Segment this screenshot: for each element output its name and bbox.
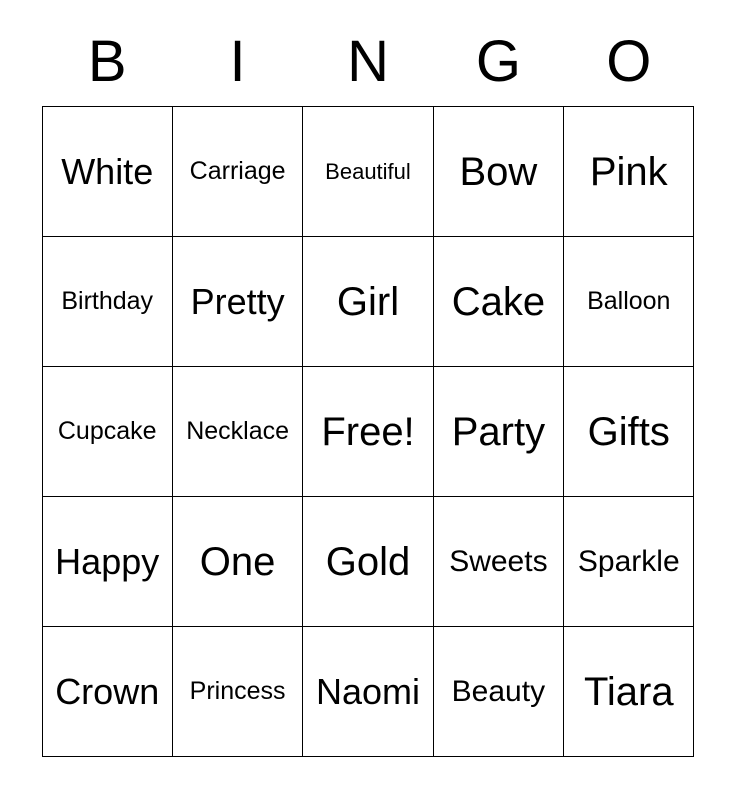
bingo-cell[interactable] [433, 237, 563, 367]
bingo-cell-label: Birthday [61, 287, 154, 316]
bingo-cell-label: Cake [451, 279, 546, 324]
bingo-cell[interactable] [433, 107, 563, 237]
bingo-cell[interactable] [433, 497, 563, 627]
bingo-cell[interactable] [42, 367, 172, 497]
bingo-cell-label: Sparkle [577, 544, 680, 578]
bingo-row [42, 237, 694, 367]
bingo-cell-label: Princess [189, 677, 286, 706]
bingo-cell[interactable] [564, 237, 694, 367]
bingo-cell[interactable] [42, 107, 172, 237]
bingo-cell-label: Happy [55, 540, 160, 582]
bingo-header [42, 0, 694, 98]
bingo-cell[interactable] [42, 627, 172, 757]
header-letter-n: N [347, 29, 389, 94]
bingo-cell-label: Tiara [583, 669, 674, 714]
bingo-cell[interactable] [303, 627, 433, 757]
bingo-cell[interactable] [564, 107, 694, 237]
bingo-cell[interactable] [42, 497, 172, 627]
bingo-cell-label: Gold [325, 539, 411, 584]
bingo-cell[interactable] [303, 237, 433, 367]
bingo-cell-label: Girl [336, 279, 400, 324]
bingo-cell[interactable] [433, 627, 563, 757]
bingo-row [42, 367, 694, 497]
header-letter-i: I [229, 29, 246, 94]
bingo-cell[interactable] [172, 367, 302, 497]
bingo-cell[interactable] [172, 497, 302, 627]
bingo-cell-label: Pretty [190, 280, 285, 322]
bingo-cell[interactable] [564, 497, 694, 627]
bingo-cell-label: Cupcake [57, 417, 157, 446]
bingo-cell[interactable] [433, 367, 563, 497]
bingo-cell[interactable] [172, 627, 302, 757]
bingo-cell-label: Balloon [587, 287, 671, 316]
bingo-cell[interactable] [172, 237, 302, 367]
bingo-cell-label: Free! [321, 409, 415, 454]
bingo-cell-label: Naomi [315, 670, 420, 712]
bingo-row [42, 107, 694, 237]
bingo-cell-label: Beauty [451, 674, 546, 708]
bingo-cell[interactable] [564, 367, 694, 497]
header-letter-g: G [475, 29, 521, 94]
bingo-cell-label: Sweets [449, 544, 548, 578]
bingo-cell-label: Gifts [587, 409, 670, 454]
bingo-cell-label: Necklace [186, 417, 290, 446]
bingo-cell-label: Beautiful [325, 158, 411, 184]
bingo-cell-label: Pink [589, 149, 668, 194]
bingo-cell[interactable] [303, 497, 433, 627]
bingo-cell-label: Party [451, 409, 546, 454]
bingo-cell-label: One [199, 539, 276, 584]
bingo-cell[interactable] [564, 627, 694, 757]
header-letter-o: O [606, 29, 652, 94]
bingo-cell[interactable] [172, 107, 302, 237]
bingo-cell-label: Bow [459, 149, 538, 194]
bingo-cell-label: Carriage [189, 157, 286, 186]
bingo-cell[interactable] [303, 107, 433, 237]
bingo-grid [42, 106, 695, 757]
header-letter-b: B [87, 29, 127, 94]
bingo-row [42, 497, 694, 627]
bingo-cell[interactable] [42, 237, 172, 367]
bingo-cell-label: White [61, 150, 154, 192]
bingo-row [42, 627, 694, 757]
bingo-cell-label: Crown [55, 670, 160, 712]
bingo-cell-free[interactable] [303, 367, 433, 497]
